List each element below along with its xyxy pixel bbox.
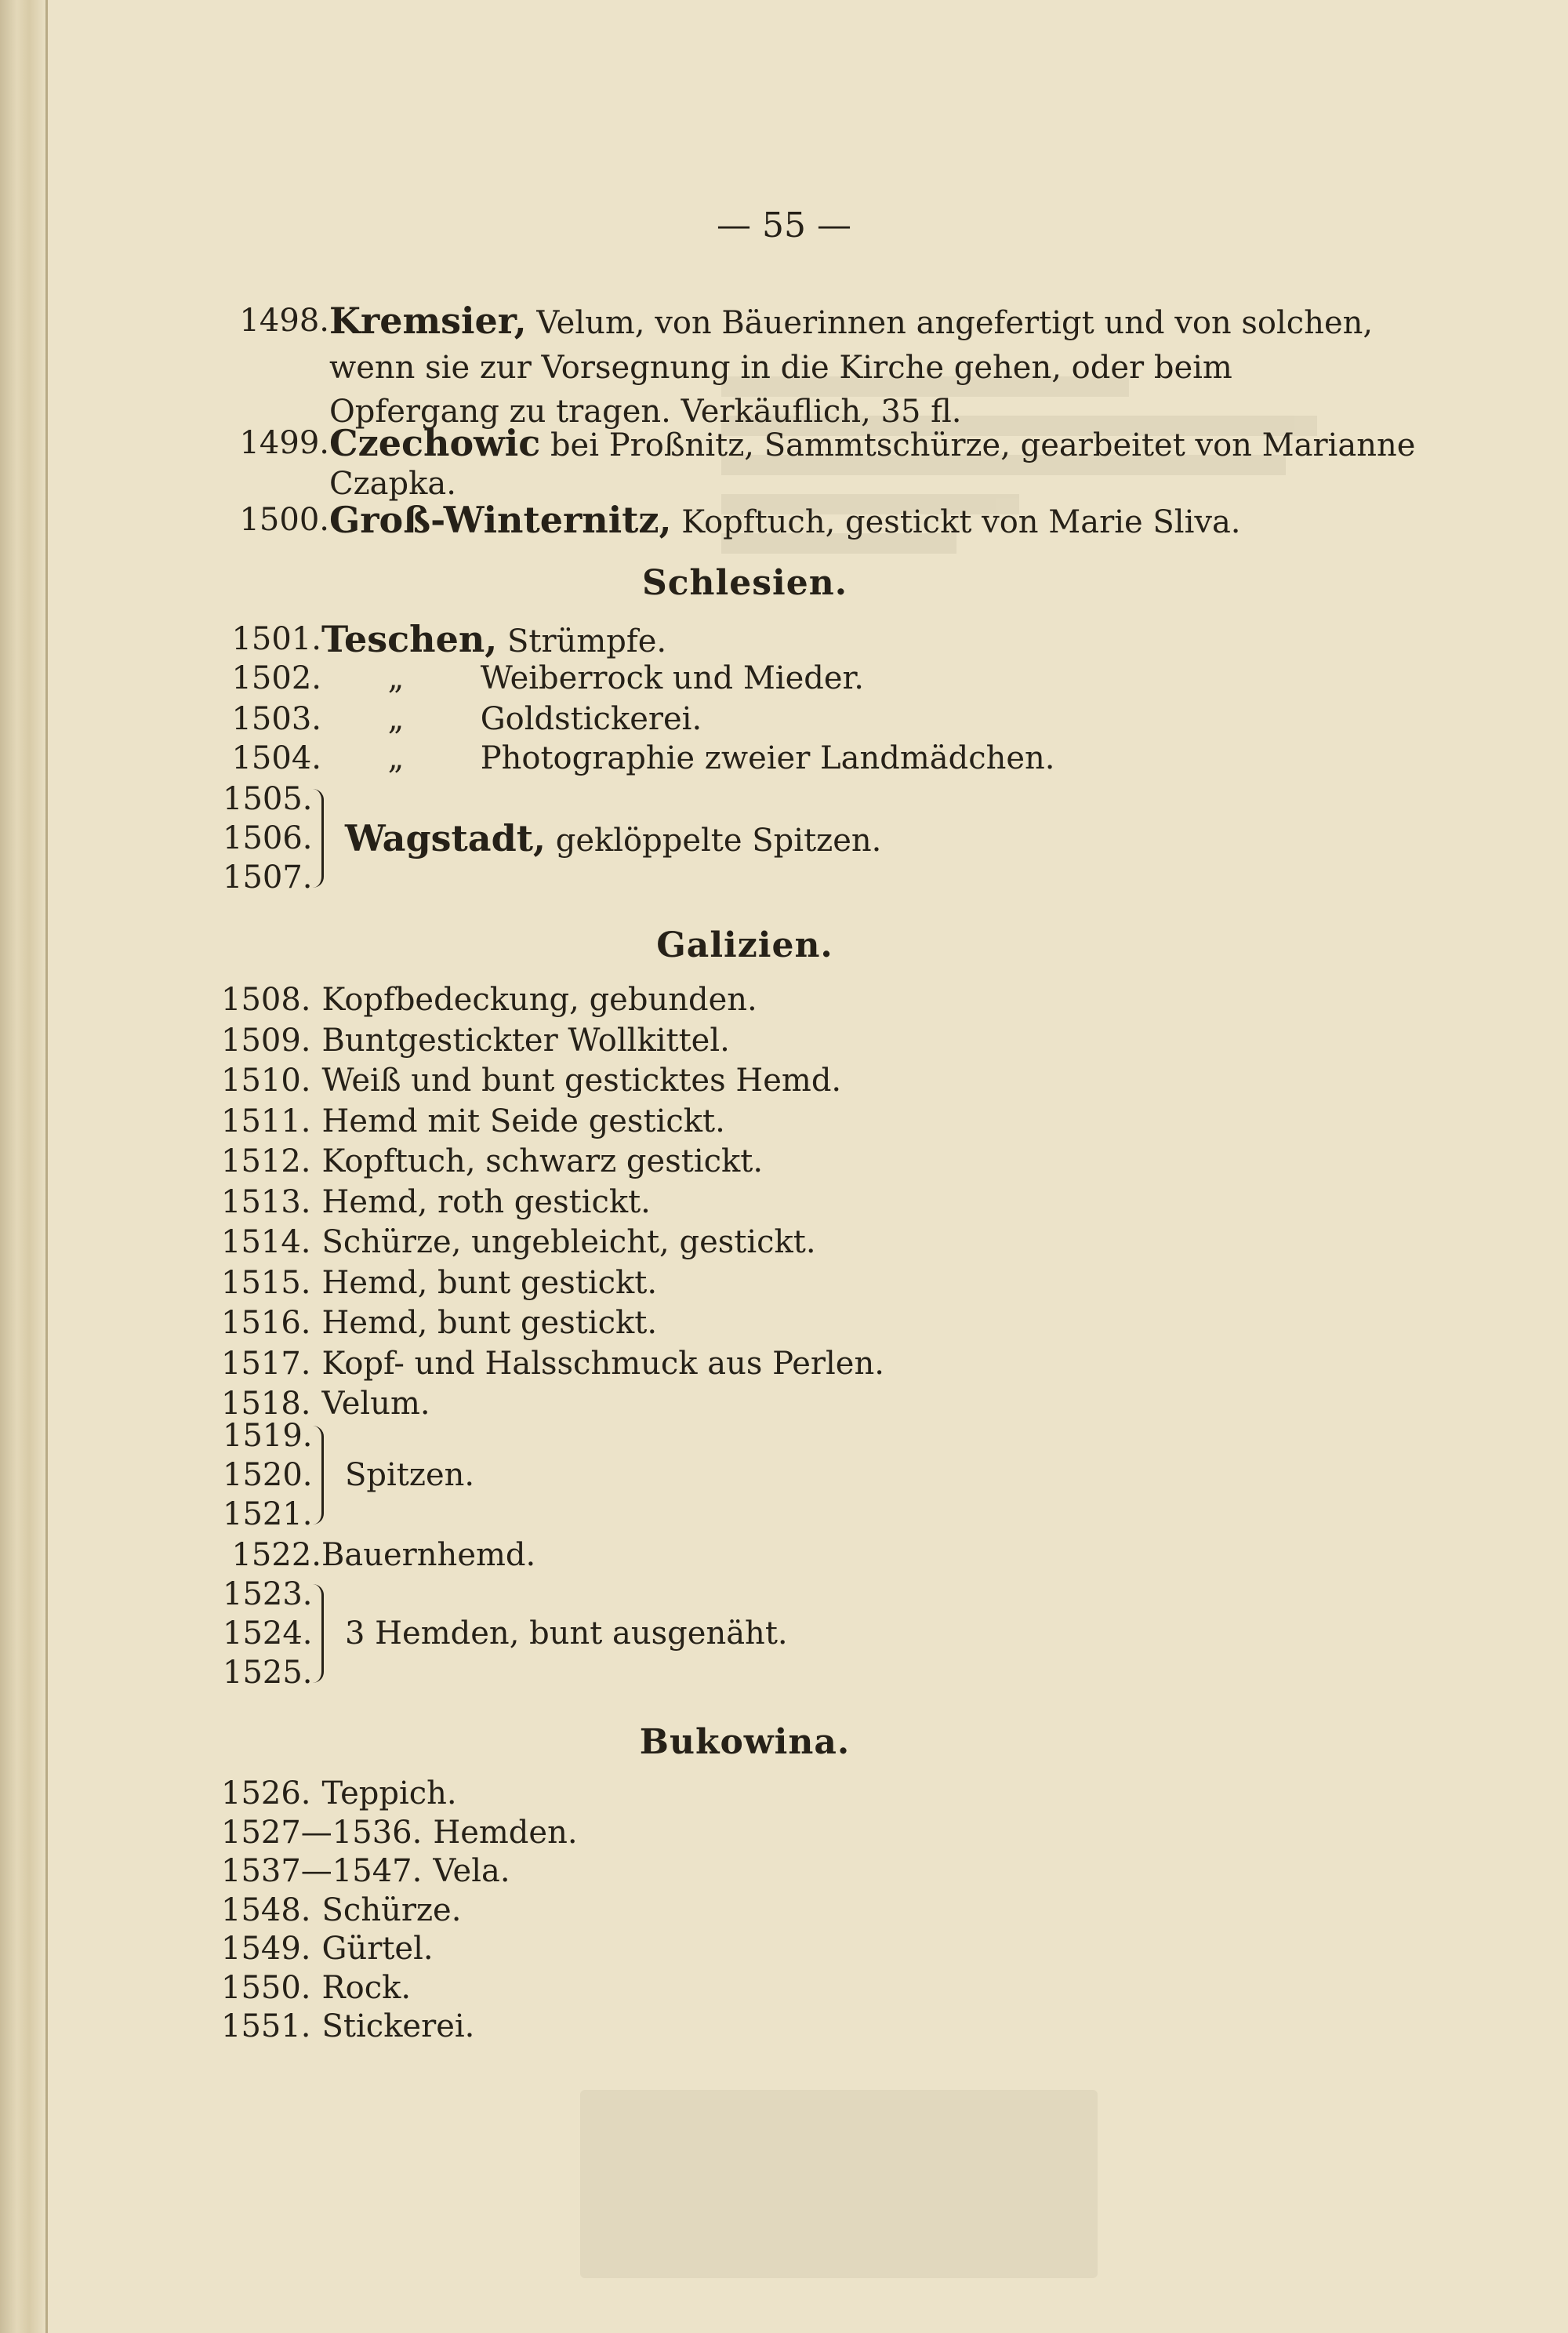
entry-number: 1523. bbox=[223, 1576, 313, 1612]
entry-text: Teppich. bbox=[321, 1775, 457, 1812]
list-item bbox=[221, 979, 757, 1021]
list-item bbox=[221, 2005, 474, 2048]
place-name: Czechowic bbox=[329, 422, 541, 464]
list-item bbox=[221, 1100, 725, 1143]
entry-1501 bbox=[231, 618, 667, 663]
list-item bbox=[221, 1302, 657, 1344]
entry-1522 bbox=[231, 1534, 536, 1576]
entry-number: 1518. bbox=[221, 1386, 311, 1422]
entry-1523-1525: 3 Hemden, bunt ausgenäht. bbox=[345, 1615, 788, 1652]
entry-number: 1550. bbox=[221, 1969, 311, 2006]
list-item bbox=[221, 1343, 884, 1385]
entry-number: 1527—1536. bbox=[221, 1814, 423, 1851]
grouping-brace bbox=[310, 789, 324, 888]
entry-text: Kopftuch, schwarz gestickt. bbox=[321, 1143, 764, 1179]
list-item bbox=[221, 1140, 763, 1183]
entry-text: Hemd mit Seide gestickt. bbox=[321, 1103, 725, 1139]
entry-text: Photographie zweier Landmädchen. bbox=[480, 740, 1055, 776]
section-heading-bukowina: Bukowina. bbox=[639, 1722, 851, 1762]
entry-number: 1537—1547. bbox=[221, 1853, 423, 1889]
entry-number: 1500. bbox=[239, 502, 329, 538]
entry-number: 1525. bbox=[223, 1655, 313, 1691]
entry-number: 1509. bbox=[221, 1022, 311, 1059]
entry-1500 bbox=[239, 499, 1241, 543]
entry-text: geklöppelte Spitzen. bbox=[555, 823, 882, 859]
entry-number: 1504. bbox=[231, 740, 321, 776]
entry-number: 1513. bbox=[221, 1183, 311, 1220]
entry-1498 bbox=[239, 300, 1374, 344]
place-name: Kremsier, bbox=[329, 300, 527, 342]
ditto-mark: „ bbox=[387, 701, 405, 737]
entry-1498-line3: Opfergang zu tragen. Verkäuflich, 35 fl. bbox=[329, 394, 962, 430]
entry-text: Stickerei. bbox=[321, 2008, 475, 2044]
list-item bbox=[221, 1772, 457, 1815]
entry-text: Vela. bbox=[433, 1853, 510, 1889]
list-item bbox=[221, 1928, 434, 1970]
entry-number: 1516. bbox=[221, 1305, 311, 1341]
entry-text: Buntgestickter Wollkittel. bbox=[321, 1022, 730, 1059]
entry-number: 1499. bbox=[239, 425, 329, 461]
list-item bbox=[221, 1221, 816, 1263]
section-heading-galizien: Galizien. bbox=[656, 925, 833, 965]
entry-number: 1507. bbox=[223, 859, 313, 896]
entry-text: Hemden. bbox=[433, 1814, 578, 1851]
entry-text: Weiberrock und Mieder. bbox=[480, 660, 864, 696]
list-item bbox=[221, 1059, 841, 1102]
entry-1499-line2: Czapka. bbox=[329, 466, 456, 502]
list-item bbox=[221, 1019, 730, 1062]
ditto-mark: „ bbox=[387, 740, 405, 776]
entry-number: 1515. bbox=[221, 1264, 311, 1301]
entry-number: 1506. bbox=[223, 820, 313, 856]
entry-text: Schürze, ungebleicht, gestickt. bbox=[321, 1224, 816, 1260]
entry-1505-1507 bbox=[345, 817, 881, 862]
entry-number: 1502. bbox=[231, 660, 321, 696]
entry-1504 bbox=[231, 737, 1055, 779]
grouping-brace bbox=[310, 1426, 324, 1524]
entry-number: 1503. bbox=[231, 701, 321, 737]
library-stamp-ghost bbox=[580, 2090, 1098, 2278]
place-name: Wagstadt, bbox=[345, 817, 546, 859]
list-item bbox=[221, 1812, 578, 1854]
entry-1498-line2: wenn sie zur Vorsegnung in die Kirche gehen, oder beim bbox=[329, 350, 1232, 386]
entry-text: Bauernhemd. bbox=[321, 1537, 536, 1573]
entry-number: 1512. bbox=[221, 1143, 311, 1179]
page-gutter-line bbox=[45, 0, 48, 2333]
place-name: Groß-Winternitz, bbox=[329, 499, 672, 541]
ditto-mark: „ bbox=[387, 660, 405, 696]
entry-text: Weiß und bunt gesticktes Hemd. bbox=[321, 1063, 842, 1099]
entry-number: 1551. bbox=[221, 2008, 311, 2044]
entry-number: 1526. bbox=[221, 1775, 311, 1812]
list-item bbox=[221, 1850, 510, 1892]
entry-number: 1522. bbox=[231, 1537, 321, 1573]
entry-number: 1511. bbox=[221, 1103, 311, 1139]
entry-number: 1501. bbox=[231, 621, 321, 657]
place-name: Teschen, bbox=[321, 618, 498, 660]
entry-number: 1520. bbox=[223, 1457, 313, 1493]
entry-number: 1505. bbox=[223, 781, 313, 817]
grouping-brace bbox=[310, 1584, 324, 1683]
entry-text: Strümpfe. bbox=[507, 623, 667, 660]
entry-number: 1514. bbox=[221, 1224, 311, 1260]
entry-number: 1548. bbox=[221, 1891, 311, 1928]
entry-1503 bbox=[231, 698, 702, 740]
entry-text: Rock. bbox=[321, 1969, 412, 2006]
entry-number: 1524. bbox=[223, 1615, 313, 1652]
entry-number: 1508. bbox=[221, 982, 311, 1018]
section-heading-schlesien: Schlesien. bbox=[641, 563, 848, 603]
entry-1519-1521: Spitzen. bbox=[345, 1457, 475, 1493]
list-item bbox=[221, 1181, 651, 1223]
list-item bbox=[221, 1889, 461, 1931]
entry-number: 1498. bbox=[239, 303, 329, 339]
book-spine-shadow bbox=[0, 0, 49, 2333]
list-item bbox=[221, 1262, 657, 1304]
entry-number: 1521. bbox=[223, 1496, 313, 1532]
entry-text: Velum. bbox=[321, 1386, 430, 1422]
entry-text: Velum, von Bäuerinnen angefertigt und von solchen, bbox=[536, 305, 1374, 341]
page-number: — 55 — bbox=[717, 205, 851, 245]
entry-1502 bbox=[231, 657, 864, 700]
entry-number: 1519. bbox=[223, 1418, 313, 1454]
entry-number: 1510. bbox=[221, 1063, 311, 1099]
entry-number: 1549. bbox=[221, 1931, 311, 1967]
entry-number: 1517. bbox=[221, 1345, 311, 1382]
entry-text: Goldstickerei. bbox=[480, 701, 702, 737]
entry-text: Schürze. bbox=[321, 1891, 462, 1928]
entry-text: Kopftuch, gestickt von Marie Sliva. bbox=[681, 504, 1241, 540]
entry-text: Gürtel. bbox=[321, 1931, 434, 1967]
entry-text: Hemd, bunt gestickt. bbox=[321, 1264, 658, 1301]
entry-text: Hemd, roth gestickt. bbox=[321, 1183, 651, 1220]
entry-text: Kopfbedeckung, gebunden. bbox=[321, 982, 757, 1018]
entry-text: bei Proßnitz, Sammtschürze, gearbeitet von Marianne bbox=[550, 427, 1416, 463]
entry-text: Hemd, bunt gestickt. bbox=[321, 1305, 658, 1341]
entry-1499 bbox=[239, 422, 1416, 467]
entry-text: Kopf- und Halsschmuck aus Perlen. bbox=[321, 1345, 884, 1382]
list-item bbox=[221, 1967, 411, 2009]
